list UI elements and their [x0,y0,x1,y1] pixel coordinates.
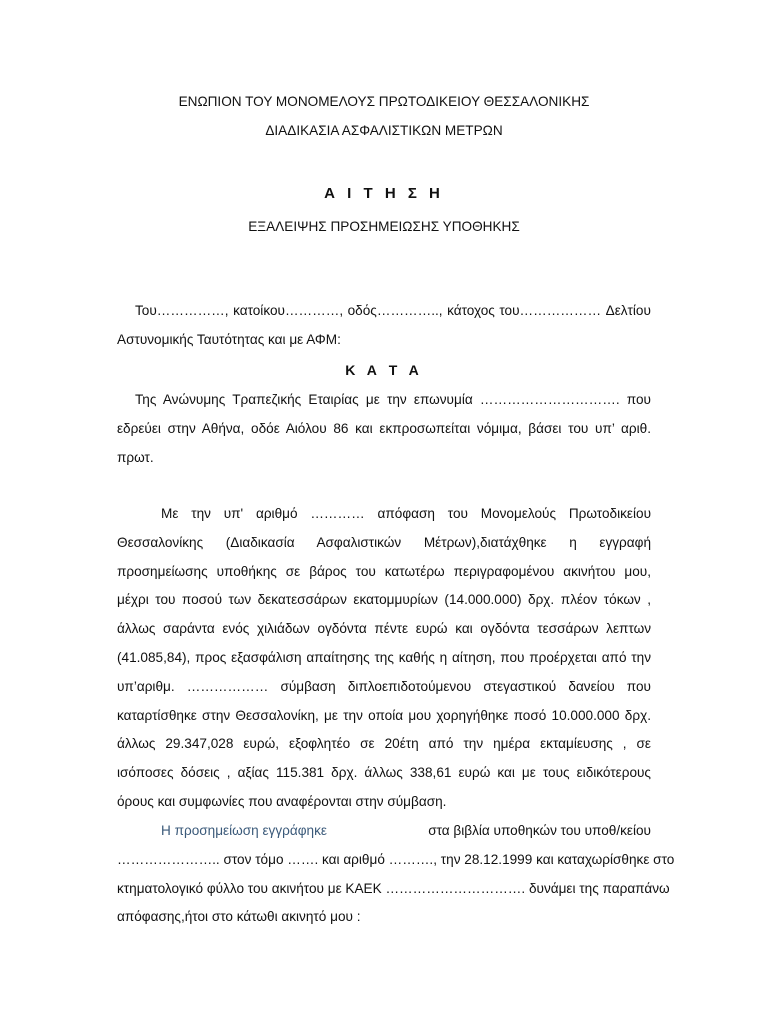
body-line: προσημείωσης υποθήκης σε βάρος του κατωτέρω περιγραφομένου ακινήτου μου, [117,563,651,579]
applicant-word: οδός………….., [347,303,443,318]
applicant-word: κατοίκου…………, [233,303,344,318]
body-line: (41.085,84), προς εξασφάλιση απαίτησης της καθής η αίτηση, που προέρχεται από την [117,649,651,665]
registration-line: απόφασης,ήτοι στο κάτωθι ακινητό μου : [117,909,361,925]
body-line: άλλως σαράντα ενός χιλιάδων ογδόντα πέντε ευρώ και ογδόντα τεσσάρων λεπτων [117,621,651,637]
body-line: υπ’αριθμ. ……………… σύμβαση διπλοεπιδοτούμενου στεγαστικού δανείου που [117,678,651,694]
applicant-line-2: Αστυνομικής Ταυτότητας και με ΑΦΜ: [117,331,341,347]
body-line: όρους και συμφωνίες που αναφέρονται στην σύμβαση. [117,793,447,809]
registration-highlight: Η προσημείωση εγγράφηκε [161,823,327,838]
registration-line: ………………….. στον τόμο ……. και αριθμό ………., την 28.12.1999 και καταχωρίσθηκε στο [117,851,675,867]
applicant-word: κάτοχος [447,303,495,318]
applicant-word: του……………… [499,303,602,318]
document-subtitle: ΕΞΑΛΕΙΨΗΣ ΠΡΟΣΗΜΕΙΩΣΗΣ ΥΠΟΘΗΚΗΣ [248,219,520,234]
body-line: μέχρι του ποσού των δεκατεσσάρων εκατομμυρίων (14.000.000) δρχ. πλέον τόκων , [117,592,651,608]
body-line: Θεσσαλονίκης (Διαδικασία Ασφαλιστικών Μέτρων),διατάχθηκε η εγγραφή [117,534,651,550]
registration-paragraph [117,817,675,932]
court-heading: ΕΝΩΠΙΟΝ ΤΟΥ ΜΟΝΟΜΕΛΟΥΣ ΠΡΩΤΟΔΙΚΕΙΟΥ ΘΕΣΣΑΛΟΝΙΚΗΣ [178,94,590,109]
against-heading: Κ Α Τ Α [345,362,423,378]
body-paragraph [117,500,651,817]
applicant-line-1 [117,297,651,326]
against-paragraph [117,386,651,472]
applicant-word: Δελτίου [605,303,651,318]
document-title: Α Ι Τ Η Σ Η [324,185,444,202]
registration-rest: στα βιβλία υποθηκών του υποθ/κείου [428,823,651,838]
against-line-1: Της Ανώνυμης Τραπεζικής Εταιρίας με την επωνυμία …………………………. που [135,392,651,407]
against-line-2: εδρεύει στην Αθήνα, οδόε Αιόλου 86 και εκπροσωπείται νόμιμα, βάσει του υπ’ αριθ. [117,420,651,436]
body-line: ισόποσες δόσεις , αξίας 115.381 δρχ. άλλως 338,61 ευρώ και με τους ειδικότερους [117,765,651,781]
procedure-heading: ΔΙΑΔΙΚΑΣΙΑ ΑΣΦΑΛΙΣΤΙΚΩΝ ΜΕΤΡΩΝ [265,123,503,138]
registration-line: κτηματολογικό φύλλο του ακινήτου με ΚΑΕΚ …………………………. δυνάμει της παραπάνω [117,880,670,896]
applicant-paragraph [117,297,651,355]
applicant-word: Του……………, [135,303,229,318]
body-line: Με την υπ' αριθμό ………… απόφαση του Μονομελούς Πρωτοδικείου [161,506,651,521]
against-line-3: πρωτ. [117,449,154,465]
body-line: καταρτίσθηκε στην Θεσσαλονίκη, με την οποία μου χορηγήθηκε ποσό 10.000.000 δρχ. [117,707,651,723]
registration-line-1 [117,817,651,846]
body-line: άλλως 29.347,028 ευρώ, εξοφλητέο σε 20έτη από την ημέρα εκταμίευσης , σε [117,736,651,752]
